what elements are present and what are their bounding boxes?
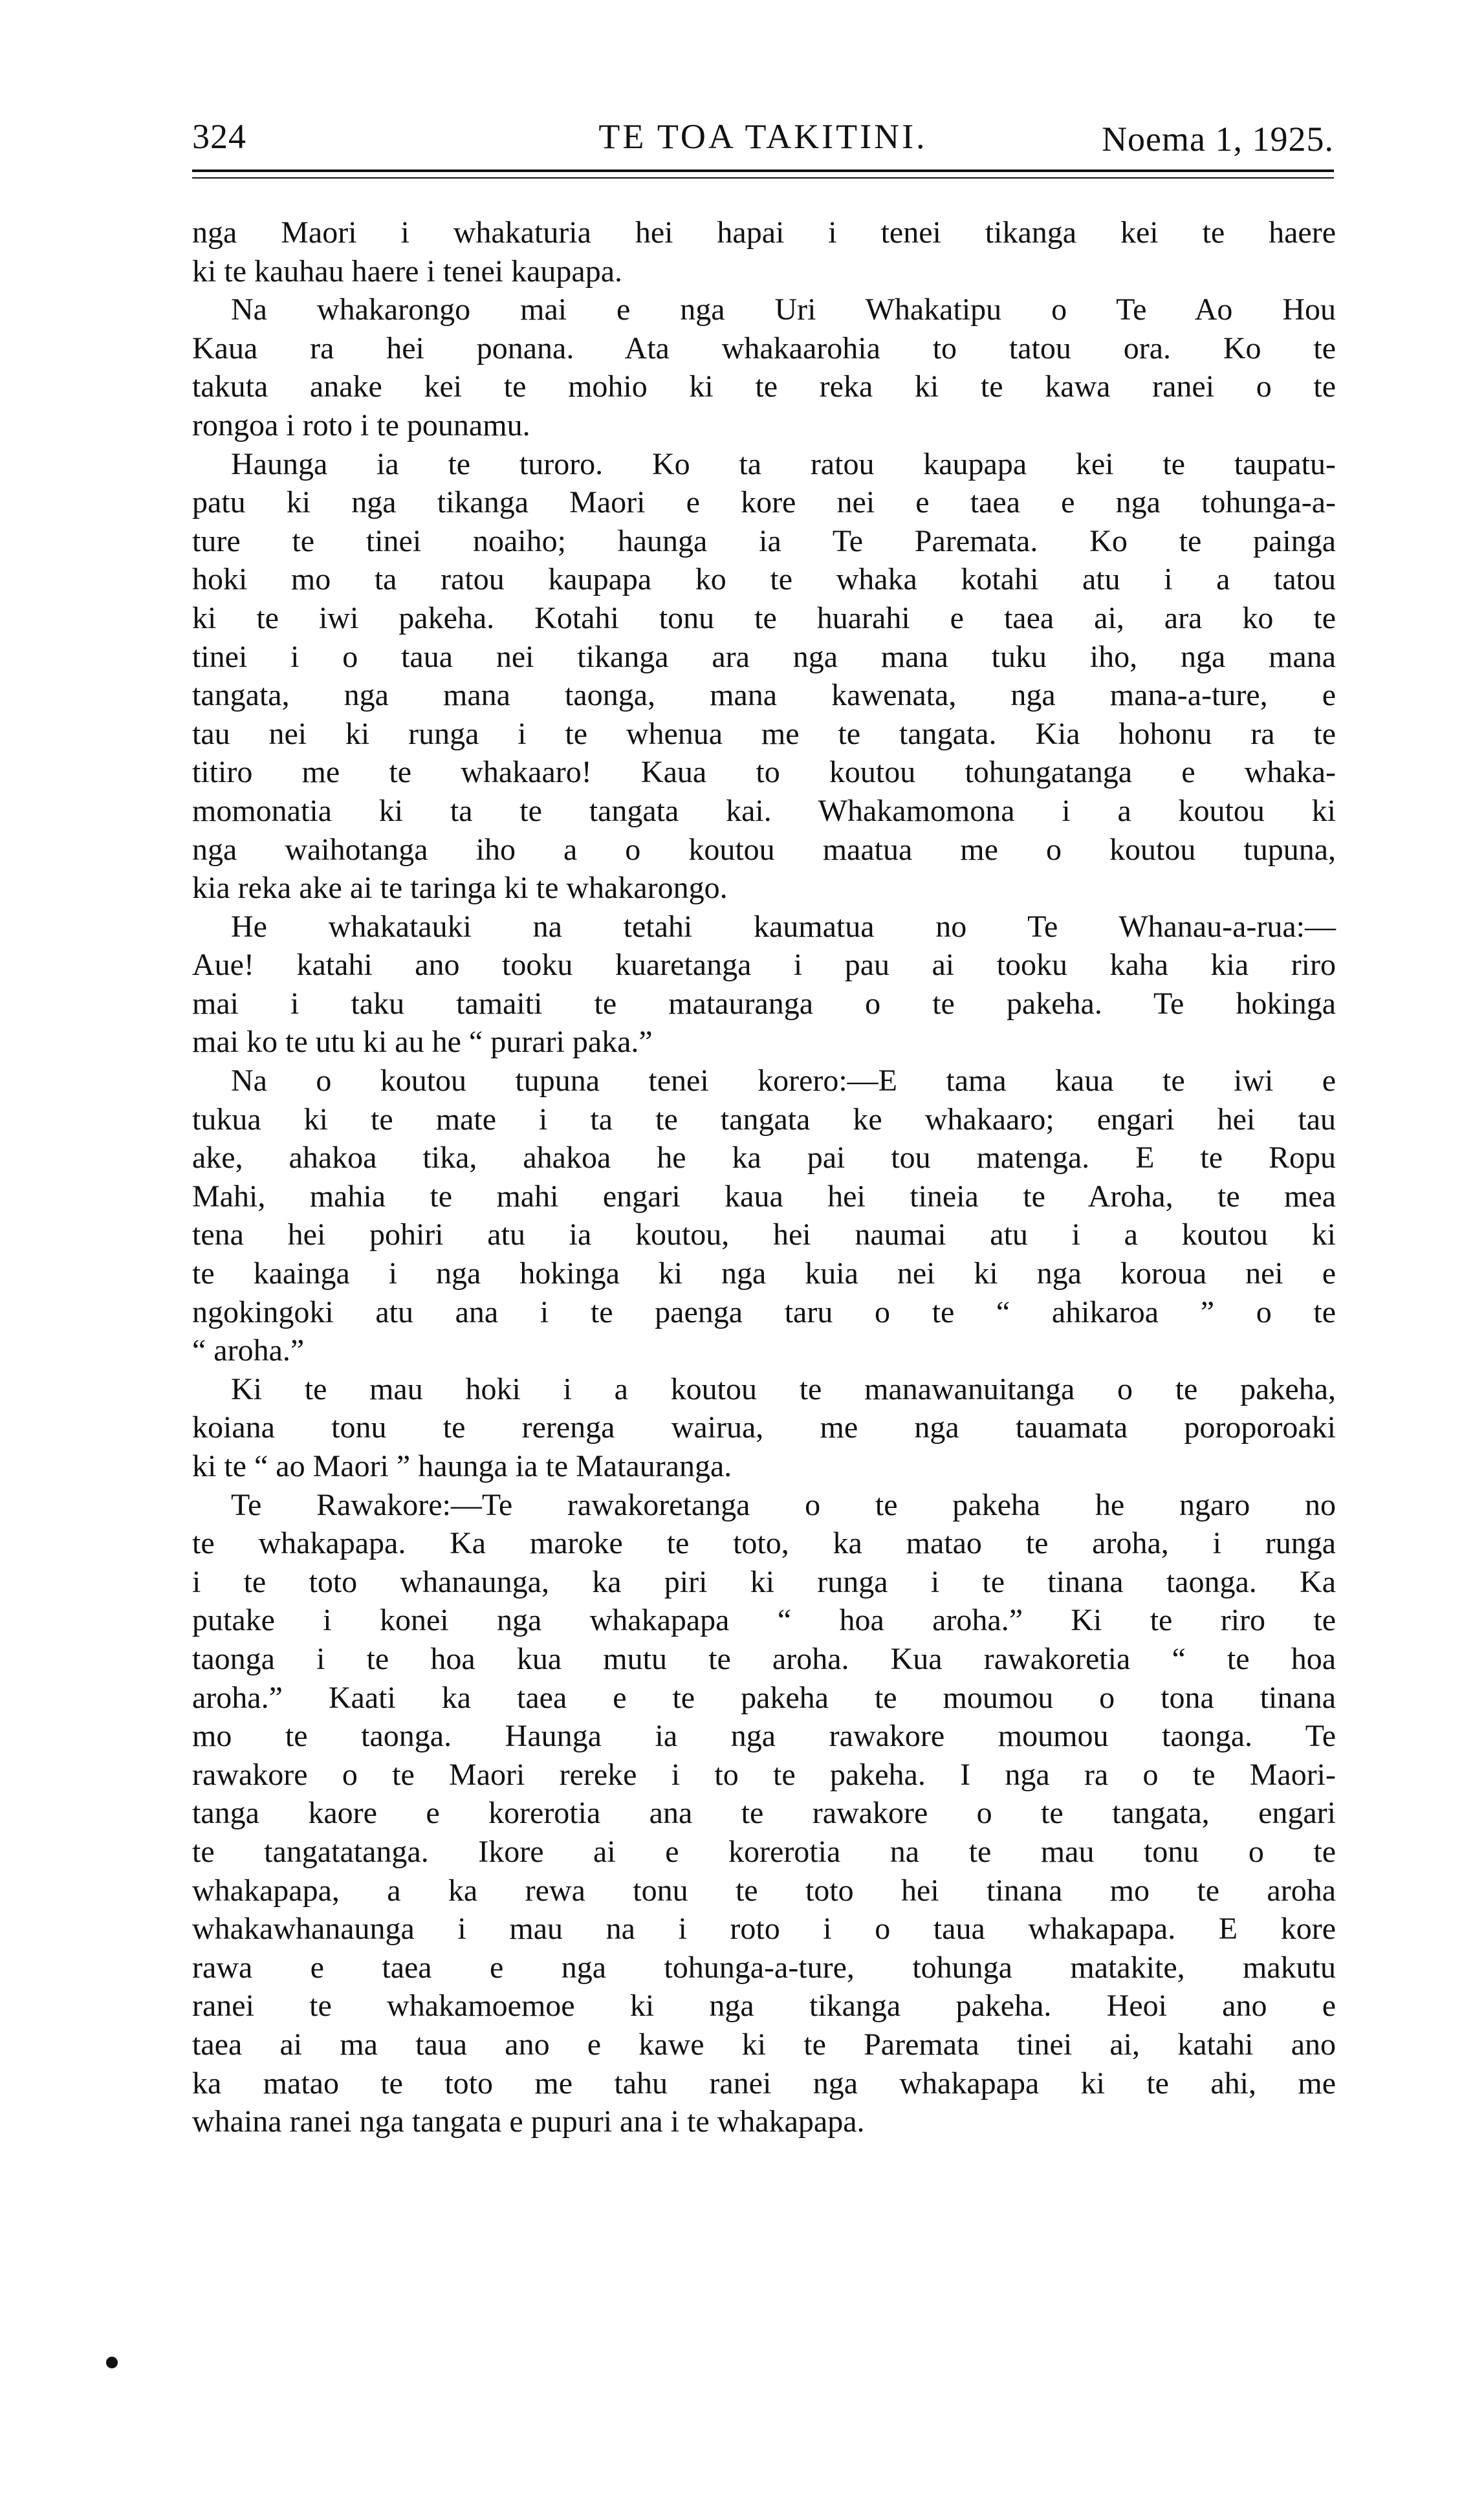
text-line: ka matao te toto me tahu ranei nga whakapapa ki te ahi, me <box>192 2066 1336 2101</box>
text-line: whaina ranei nga tangata e pupuri ana i te whakapapa. <box>192 2104 865 2139</box>
text-line: aroha.” Kaati ka taea e te pakeha te moumou o tona tinana <box>192 1680 1336 1715</box>
text-line: taonga i te hoa kua mutu te aroha. Kua rawakoretia “ te hoa <box>192 1641 1336 1676</box>
text-line: tangata, nga mana taonga, mana kawenata, nga mana-a-ture, e <box>192 678 1336 713</box>
text-line: koiana tonu te rerenga wairua, me nga tauamata poroporoaki <box>192 1410 1336 1445</box>
text-line: tanga kaore e korerotia ana te rawakore o te tangata, engari <box>192 1796 1336 1831</box>
publication-title: TE TOA TAKITINI. <box>598 117 928 156</box>
text-line: te kaainga i nga hokinga ki nga kuia nei ki nga koroua nei e <box>192 1256 1336 1291</box>
page-number: 324 <box>192 117 246 156</box>
text-line: Aue! katahi ano tooku kuaretanga i pau ai tooku kaha kia riro <box>192 948 1336 983</box>
page-header <box>192 109 1334 168</box>
stray-ink-dot <box>106 2357 118 2368</box>
issue-date: Noema 1, 1925. <box>1102 120 1334 158</box>
text-line: Mahi, mahia te mahi engari kaua hei tineia te Aroha, te mea <box>192 1179 1336 1214</box>
text-line: kia reka ake ai te taringa ki te whakarongo. <box>192 871 728 906</box>
text-line: whakawhanaunga i mau na i roto i o taua whakapapa. E kore <box>192 1912 1336 1947</box>
article-body <box>192 213 1336 2141</box>
text-line: te tangatatanga. Ikore ai e korerotia na te mau tonu o te <box>192 1834 1336 1869</box>
text-line: takuta anake kei te mohio ki te reka ki te kawa ranei o te <box>192 369 1336 404</box>
text-line: ki te “ ao Maori ” haunga ia te Matauranga. <box>192 1449 732 1483</box>
text-line: ranei te whakamoemoe ki nga tikanga pakeha. Heoi ano e <box>192 1989 1336 2024</box>
text-line: tukua ki te mate i ta te tangata ke whakaaro; engari hei tau <box>192 1102 1336 1137</box>
text-line: titiro me te whakaaro! Kaua to koutou tohungatanga e whaka- <box>192 755 1336 790</box>
text-line: Ki te mau hoki i a koutou te manawanuitanga o te pakeha, <box>231 1371 1336 1406</box>
text-line: nga Maori i whakaturia hei hapai i tenei tikanga kei te haere <box>192 215 1336 250</box>
text-line: momonatia ki ta te tangata kai. Whakamomona i a koutou ki <box>192 793 1336 828</box>
text-line: ki te iwi pakeha. Kotahi tonu te huarahi e taea ai, ara ko te <box>192 600 1336 635</box>
header-rule-thick <box>192 169 1334 172</box>
header-rule-thin <box>192 177 1334 179</box>
text-line: rawakore o te Maori rereke i to te pakeha. I nga ra o te Maori- <box>192 1757 1336 1792</box>
text-line: nga waihotanga iho a o koutou maatua me o koutou tupuna, <box>192 832 1336 867</box>
text-line: ki te kauhau haere i tenei kaupapa. <box>192 254 623 289</box>
text-line: Te Rawakore:—Te rawakoretanga o te pakeha he ngaro no <box>231 1487 1336 1522</box>
text-line: tinei i o taua nei tikanga ara nga mana tuku iho, nga mana <box>192 639 1336 674</box>
text-line: Na o koutou tupuna tenei korero:—E tama kaua te iwi e <box>231 1064 1336 1098</box>
text-line: whakapapa, a ka rewa tonu te toto hei tinana mo te aroha <box>192 1873 1336 1908</box>
text-line: mai i taku tamaiti te matauranga o te pakeha. Te hokinga <box>192 986 1336 1021</box>
text-line: Kaua ra hei ponana. Ata whakaarohia to tatou ora. Ko te <box>192 331 1336 366</box>
text-line: rongoa i roto i te pounamu. <box>192 408 530 442</box>
text-line: Na whakarongo mai e nga Uri Whakatipu o Te Ao Hou <box>231 292 1336 327</box>
text-line: ngokingoki atu ana i te paenga taru o te “ ahikaroa ” o te <box>192 1294 1336 1329</box>
text-line: hoki mo ta ratou kaupapa ko te whaka kotahi atu i a tatou <box>192 562 1336 597</box>
text-line: ture te tinei noaiho; haunga ia Te Paremata. Ko te painga <box>192 523 1336 558</box>
text-line: mo te taonga. Haunga ia nga rawakore moumou taonga. Te <box>192 1719 1336 1754</box>
text-line: mai ko te utu ki au he “ purari paka.” <box>192 1025 653 1060</box>
text-line: i te toto whanaunga, ka piri ki runga i te tinana taonga. Ka <box>192 1564 1336 1599</box>
text-line: patu ki nga tikanga Maori e kore nei e taea e nga tohunga-a- <box>192 485 1336 520</box>
text-line: ake, ahakoa tika, ahakoa he ka pai tou matenga. E te Ropu <box>192 1140 1336 1175</box>
text-line: tau nei ki runga i te whenua me te tangata. Kia hohonu ra te <box>192 716 1336 751</box>
text-line: “ aroha.” <box>192 1333 305 1368</box>
text-line: Haunga ia te turoro. Ko ta ratou kaupapa kei te taupatu- <box>231 446 1336 481</box>
text-line: putake i konei nga whakapapa “ hoa aroha.” Ki te riro te <box>192 1603 1336 1638</box>
text-line: taea ai ma taua ano e kawe ki te Paremata tinei ai, katahi ano <box>192 2027 1336 2062</box>
text-line: rawa e taea e nga tohunga-a-ture, tohunga matakite, makutu <box>192 1950 1336 1985</box>
text-line: tena hei pohiri atu ia koutou, hei naumai atu i a koutou ki <box>192 1217 1336 1252</box>
text-line: He whakatauki na tetahi kaumatua no Te Whanau-a-rua:— <box>231 909 1336 944</box>
text-line: te whakapapa. Ka maroke te toto, ka matao te aroha, i runga <box>192 1526 1336 1561</box>
